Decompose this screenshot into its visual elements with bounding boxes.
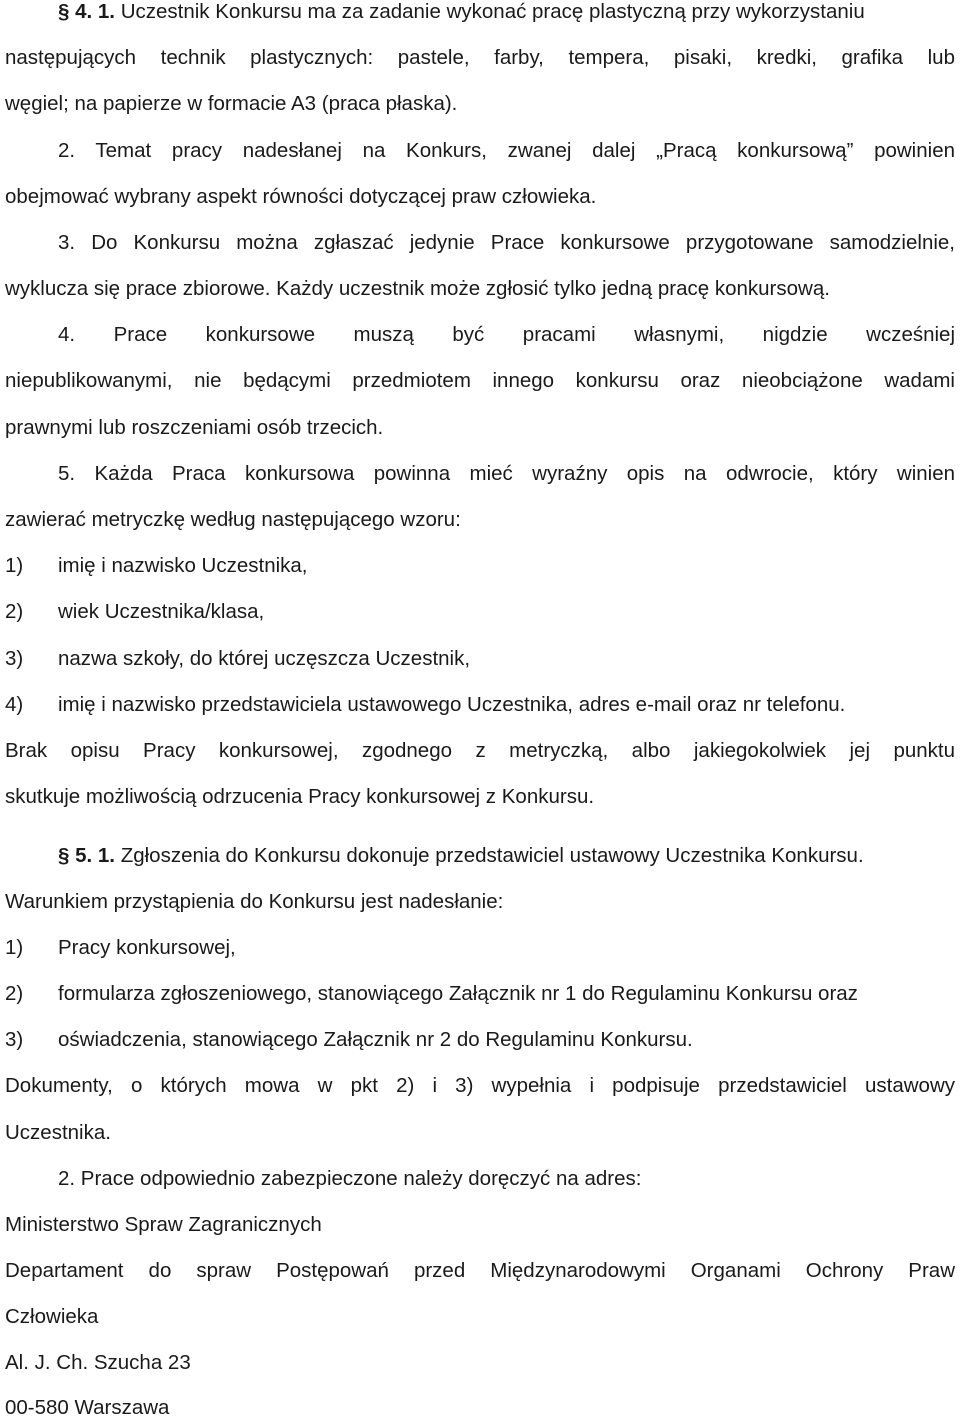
list-number: 4) bbox=[5, 693, 24, 716]
required-item bbox=[5, 1026, 955, 1054]
address-line: Departament do spraw Postępowań przed Międzynarodowymi Organami Ochrony Praw bbox=[5, 1259, 955, 1282]
section-5-1-line-2: Warunkiem przystąpienia do Konkursu jest nadesłanie: bbox=[5, 890, 504, 913]
section-4-3-line-1: 3. Do Konkursu można zgłaszać jedynie Prace konkursowe przygotowane samodzielnie, bbox=[58, 231, 955, 254]
section-4-1-line-1 bbox=[58, 0, 955, 26]
section-5-1-line-1 bbox=[58, 842, 955, 870]
address-line: Ministerstwo Spraw Zagranicznych bbox=[5, 1213, 322, 1236]
address-line: 00-580 Warszawa bbox=[5, 1396, 170, 1419]
section-4-4-line-2: niepublikowanymi, nie będącymi przedmiotem innego konkursu oraz nieobciążone wadami bbox=[5, 369, 955, 392]
section-4-1-line-2: następujących technik plastycznych: pastele, farby, tempera, pisaki, kredki, grafika lub bbox=[5, 46, 955, 69]
required-item bbox=[5, 934, 955, 962]
address-line: Al. J. Ch. Szucha 23 bbox=[5, 1351, 191, 1374]
section-4-5-line-1: 5. Każda Praca konkursowa powinna mieć wyraźny opis na odwrocie, który winien bbox=[58, 462, 955, 485]
metryczka-item bbox=[5, 598, 955, 626]
list-text: Pracy konkursowej, bbox=[58, 936, 236, 959]
section-4-5-line-2: zawierać metryczkę według następującego wzoru: bbox=[5, 508, 461, 531]
list-number: 1) bbox=[5, 554, 24, 577]
section-4-4-line-3: prawnymi lub roszczeniami osób trzecich. bbox=[5, 416, 384, 439]
metryczka-item bbox=[5, 552, 955, 580]
metryczka-item bbox=[5, 645, 955, 673]
section-4-5-after-1: Brak opisu Pracy konkursowej, zgodnego z metryczką, albo jakiegokolwiek jej punktu bbox=[5, 739, 955, 762]
list-number: 2) bbox=[5, 600, 24, 623]
section-4-heading: § 4. 1. bbox=[58, 0, 115, 23]
section-5-2-line-1: 2. Prace odpowiednio zabezpieczone należy doręczyć na adres: bbox=[58, 1167, 642, 1190]
section-5-heading: § 5. 1. bbox=[58, 844, 115, 867]
section-4-1-line-3: węgiel; na papierze w formacie A3 (praca płaska). bbox=[5, 92, 458, 115]
list-number: 1) bbox=[5, 936, 24, 959]
section-4-2-line-2: obejmować wybrany aspekt równości dotyczącej praw człowieka. bbox=[5, 185, 597, 208]
list-number: 3) bbox=[5, 1028, 24, 1051]
section-4-2-line-1: 2. Temat pracy nadesłanej na Konkurs, zwanej dalej „Pracą konkursową” powinien bbox=[58, 139, 955, 162]
section-4-1-text: Uczestnik Konkursu ma za zadanie wykonać pracę plastyczną przy wykorzystaniu bbox=[120, 0, 865, 23]
list-text: oświadczenia, stanowiącego Załącznik nr 2 do Regulaminu Konkursu. bbox=[58, 1028, 693, 1051]
list-text: imię i nazwisko przedstawiciela ustawowego Uczestnika, adres e-mail oraz nr telefonu. bbox=[58, 693, 846, 716]
list-text: formularza zgłoszeniowego, stanowiącego Załącznik nr 1 do Regulaminu Konkursu oraz bbox=[58, 982, 858, 1005]
metryczka-item bbox=[5, 691, 955, 719]
list-number: 2) bbox=[5, 982, 24, 1005]
list-text: nazwa szkoły, do której uczęszcza Uczestnik, bbox=[58, 647, 471, 670]
list-text: wiek Uczestnika/klasa, bbox=[58, 600, 265, 623]
section-5-1-after-1: Dokumenty, o których mowa w pkt 2) i 3) wypełnia i podpisuje przedstawiciel ustawowy bbox=[5, 1074, 955, 1097]
required-item bbox=[5, 980, 955, 1008]
address-line: Człowieka bbox=[5, 1305, 99, 1328]
list-number: 3) bbox=[5, 647, 24, 670]
section-4-5-after-2: skutkuje możliwością odrzucenia Pracy konkursowej z Konkursu. bbox=[5, 785, 595, 808]
section-5-1-after-2: Uczestnika. bbox=[5, 1121, 111, 1144]
section-4-4-line-1: 4. Prace konkursowe muszą być pracami własnymi, nigdzie wcześniej bbox=[58, 323, 955, 346]
section-5-1-text: Zgłoszenia do Konkursu dokonuje przedstawiciel ustawowy Uczestnika Konkursu. bbox=[120, 844, 864, 867]
list-text: imię i nazwisko Uczestnika, bbox=[58, 554, 308, 577]
section-4-3-line-2: wyklucza się prace zbiorowe. Każdy uczestnik może zgłosić tylko jedną pracę konkursową. bbox=[5, 277, 830, 300]
